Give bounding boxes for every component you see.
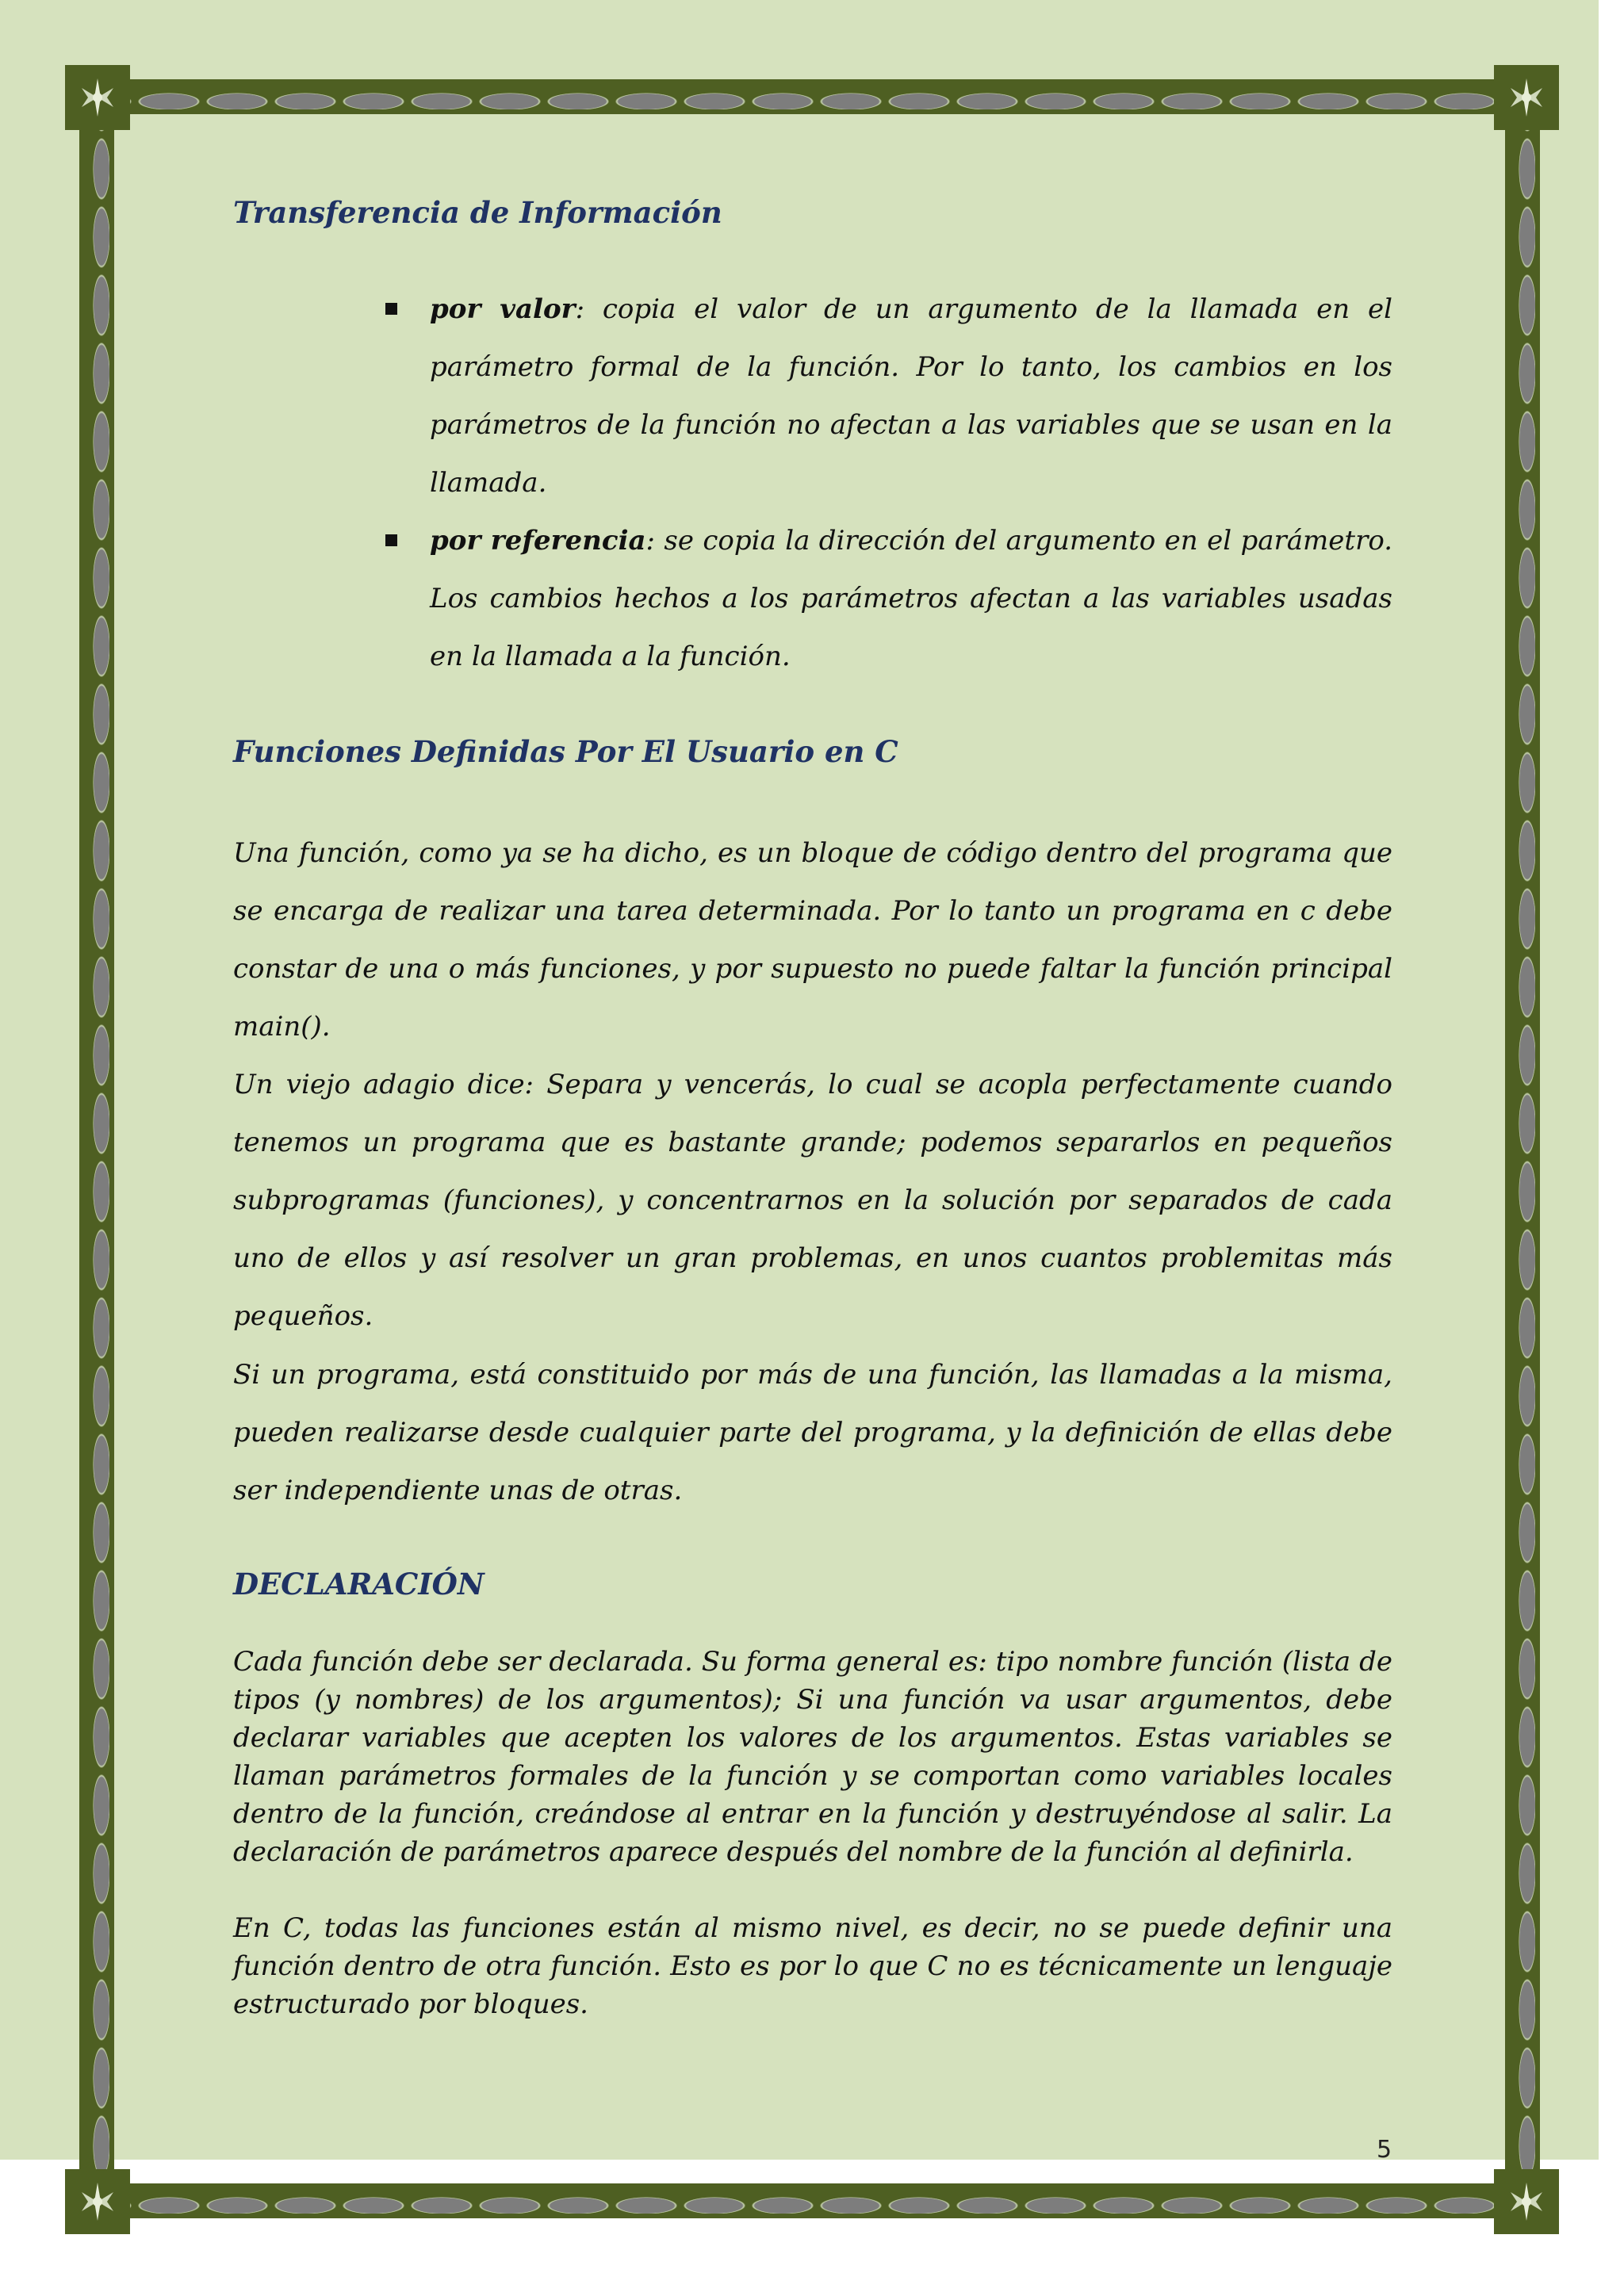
heading-funciones: Funciones Definidas Por El Usuario en C [233, 734, 898, 769]
border-right [1505, 67, 1540, 2183]
corner-ornament-icon [1494, 2169, 1559, 2234]
heading-transferencia: Transferencia de Información [233, 195, 722, 230]
border-left [79, 67, 114, 2183]
term-por-valor: por valor [430, 293, 576, 325]
page-number: 5 [1377, 2136, 1392, 2164]
heading-declaracion: DECLARACIÓN [233, 1567, 485, 1601]
border-bottom [67, 2183, 1557, 2218]
funciones-body [233, 825, 1392, 1345]
transfer-list [385, 281, 1392, 686]
list-item [385, 281, 1392, 512]
paragraph-funcion-definicion: Una función, como ya se ha dicho, es un bloque de código dentro del programa que se encarga de realizar una tarea determinada. Por lo tanto un programa en c debe constar de una o más funciones, y por supuesto no puede faltar la función principal main(). [233, 837, 1392, 1043]
definition-por-valor: : copia el valor de un argumento de la llamada en el parámetro formal de la función. Por lo tanto, los cambios en los parámetros de la función no afectan a las variables que se usan en la llamada. [430, 293, 1392, 499]
funciones-body-2 [233, 1346, 1392, 1520]
border-top [67, 79, 1557, 114]
declaracion-body [233, 1643, 1392, 2023]
corner-ornament-icon [65, 65, 130, 130]
definition-por-referencia: : se copia la dirección del argumento en el parámetro. Los cambios hechos a los parámetros afectan a las variables usadas en la llamada a la función. [430, 525, 1393, 672]
corner-ornament-icon [1494, 65, 1559, 130]
term-por-referencia: por referencia [430, 525, 646, 557]
bullet-square-icon [385, 534, 397, 546]
list-item [385, 512, 1392, 686]
paragraph-adagio: Un viejo adagio dice: Separa y vencerás, lo cual se acopla perfectamente cuando tenemos un programa que es bastante grande; podemos separarlos en pequeños subprogramas (funciones), y concentrarnos en la solución por separados de cada uno de ellos y así resolver un gran problemas, en unos cuantos problemitas más pequeños. [233, 1069, 1392, 1332]
paragraph-llamadas: Si un programa, está constituido por más de una función, las llamadas a la misma, pueden realizarse desde cualquier parte del programa, y la definición de ellas debe ser independiente unas de otras. [233, 1359, 1392, 1506]
bullet-square-icon [385, 303, 397, 315]
paragraph-niveles: En C, todas las funciones están al mismo nivel, es decir, no se puede definir una función dentro de otra función. Esto es por lo que C no es técnicamente un lenguaje estructurado por bloques. [233, 1912, 1392, 2020]
paragraph-declaracion: Cada función debe ser declarada. Su forma general es: tipo nombre función (lista de tipos (y nombres) de los argumentos); Si una función va usar argumentos, debe declarar variables que acepten los valores de los argumentos. Estas variables se llaman parámetros formales de la función y se comportan como variables locales dentro de la función, creándose al entrar en la función y destruyéndose al salir. La declaración de parámetros aparece después del nombre de la función al definirla. [233, 1646, 1392, 1868]
corner-ornament-icon [65, 2169, 130, 2234]
